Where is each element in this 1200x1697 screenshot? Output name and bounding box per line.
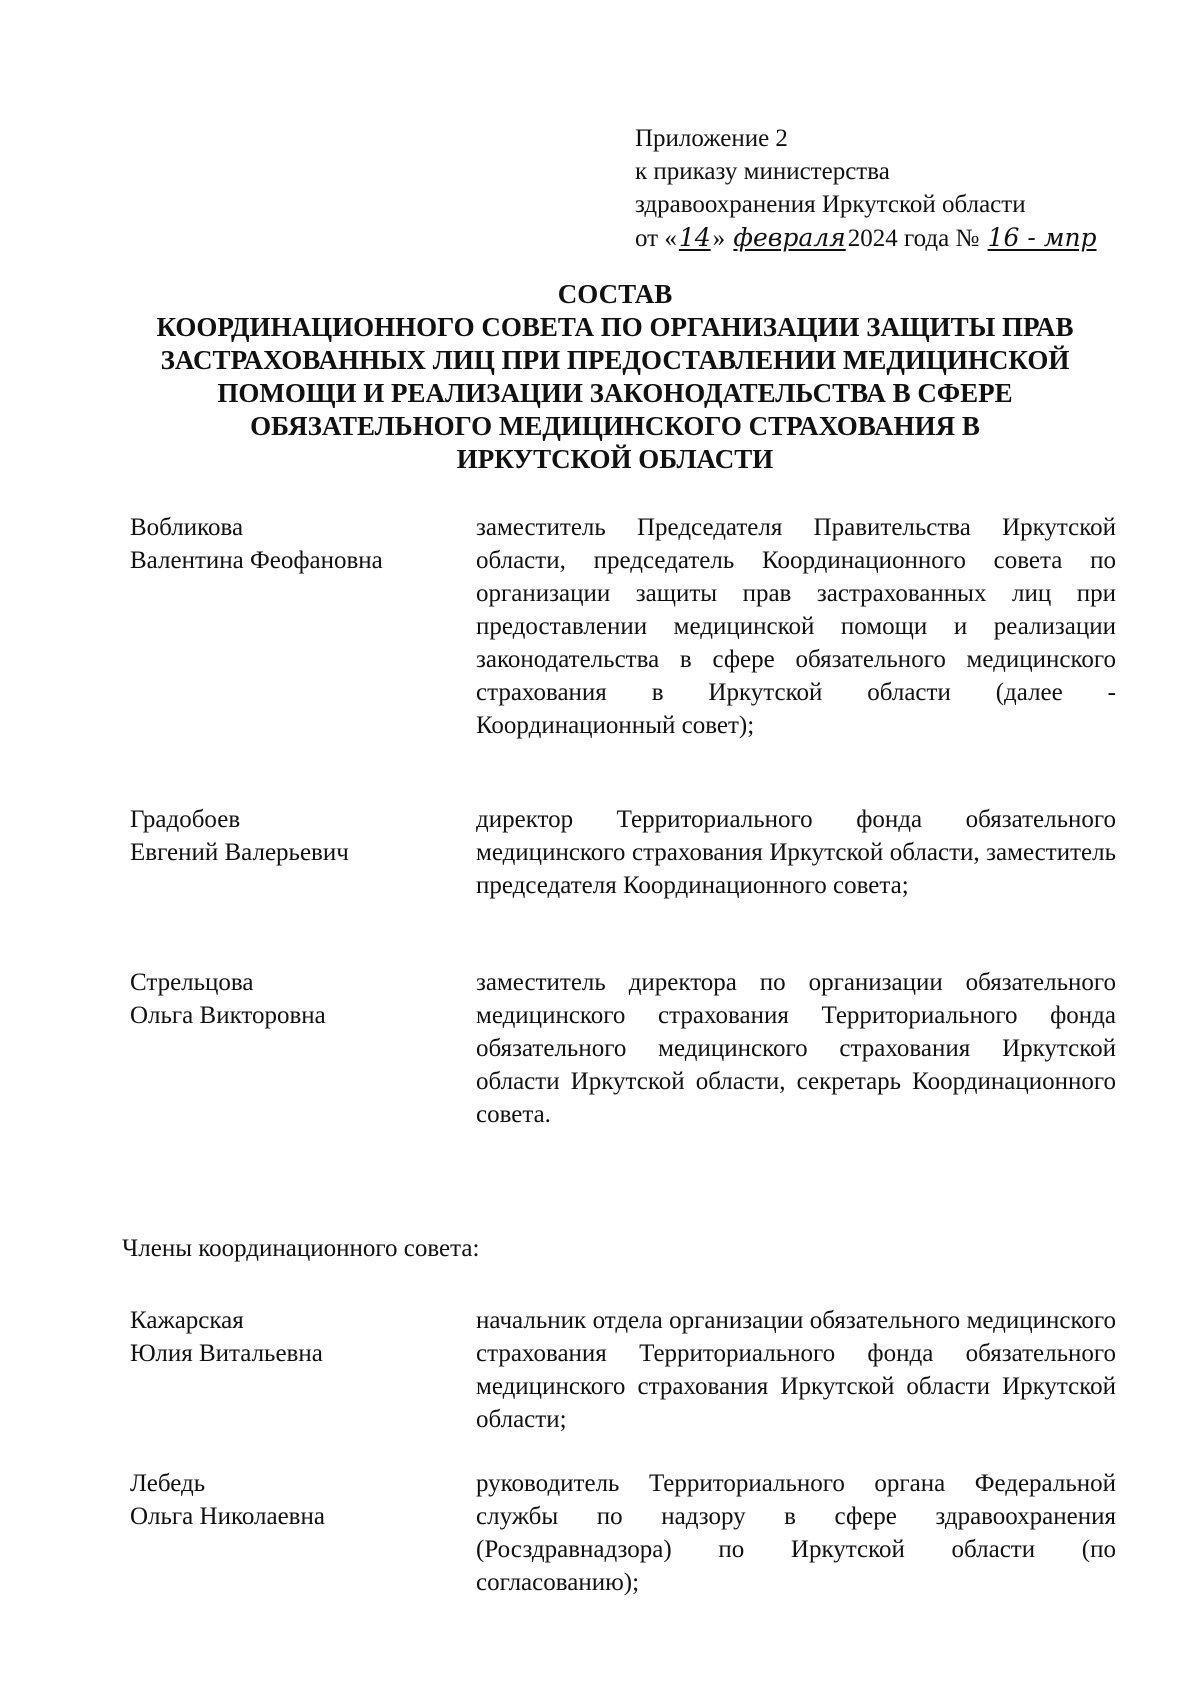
handwritten-month: февраля (733, 223, 846, 252)
member-role: начальник отдела организации обязательного медицинского страхования Территориального фонда обязательного медицинского страхования Иркутской области Иркутской области; (476, 1307, 1116, 1433)
member-given-name: Ольга Николаевна (130, 1503, 325, 1530)
appendix-ministry: здравоохранения Иркутской области (635, 191, 1026, 218)
member-role: руководитель Территориального органа Федеральной службы по надзору в сфере здравоохранения (Росздравнадзора) по Иркутской области (по согласованию); (476, 1470, 1116, 1596)
title-line: СОСТАВ (557, 279, 673, 309)
appendix-date-line (635, 221, 1099, 255)
member-given-name: Ольга Викторовна (130, 1002, 326, 1029)
member-surname: Кажарская (130, 1307, 244, 1334)
member-given-name: Юлия Витальевна (130, 1340, 323, 1367)
member-given-name: Валентина Феофановна (130, 547, 383, 574)
member-name (130, 1467, 470, 1533)
member-name (130, 966, 470, 1032)
member-name (130, 511, 470, 577)
appendix-order-ref: к приказу министерства (635, 158, 890, 185)
member-name (130, 1304, 470, 1370)
member-surname: Градобоев (130, 806, 241, 833)
member-surname: Стрельцова (130, 969, 254, 996)
date-year: 2024 года № (847, 225, 980, 252)
title-line: ПОМОЩИ И РЕАЛИЗАЦИИ ЗАКОНОДАТЕЛЬСТВА В СФЕРЕ (217, 378, 1013, 408)
date-mid: » (712, 225, 726, 252)
title-line: ОБЯЗАТЕЛЬНОГО МЕДИЦИНСКОГО СТРАХОВАНИЯ В (250, 411, 980, 441)
handwritten-order-number: 16 - мпр (987, 223, 1097, 252)
appendix-number: Приложение 2 (635, 125, 788, 152)
title-line: ИРКУТСКОЙ ОБЛАСТИ (456, 444, 774, 474)
member-name (130, 803, 470, 869)
appendix-block (635, 122, 1099, 255)
date-prefix: от « (635, 225, 677, 252)
document-title (120, 278, 1110, 476)
title-line: ЗАСТРАХОВАННЫХ ЛИЦ ПРИ ПРЕДОСТАВЛЕНИИ МЕДИЦИНСКОЙ (160, 345, 1070, 375)
member-surname: Лебедь (130, 1470, 206, 1497)
member-role: директор Территориального фонда обязательного медицинского страхования Иркутской области, заместитель председателя Координационного совета; (476, 806, 1116, 899)
member-surname: Вобликова (130, 514, 244, 541)
title-line: КООРДИНАЦИОННОГО СОВЕТА ПО ОРГАНИЗАЦИИ ЗАЩИТЫ ПРАВ (156, 312, 1074, 342)
members-section-label: Члены координационного совета: (122, 1235, 480, 1262)
member-role: заместитель директора по организации обязательного медицинского страхования Территориального фонда обязательного медицинского страхования Иркутской области Иркутской области, секретарь Координационного совета. (476, 969, 1116, 1128)
member-role: заместитель Председателя Правительства Иркутской области, председатель Координационного совета по организации защиты прав застрахованных лиц при предоставлении медицинской помощи и реализации законодательства в сфере обязательного медицинского страхования в Иркутской области (далее - Координационный совет); (476, 514, 1116, 739)
member-given-name: Евгений Валерьевич (130, 839, 349, 866)
handwritten-day: 14 (678, 223, 711, 252)
